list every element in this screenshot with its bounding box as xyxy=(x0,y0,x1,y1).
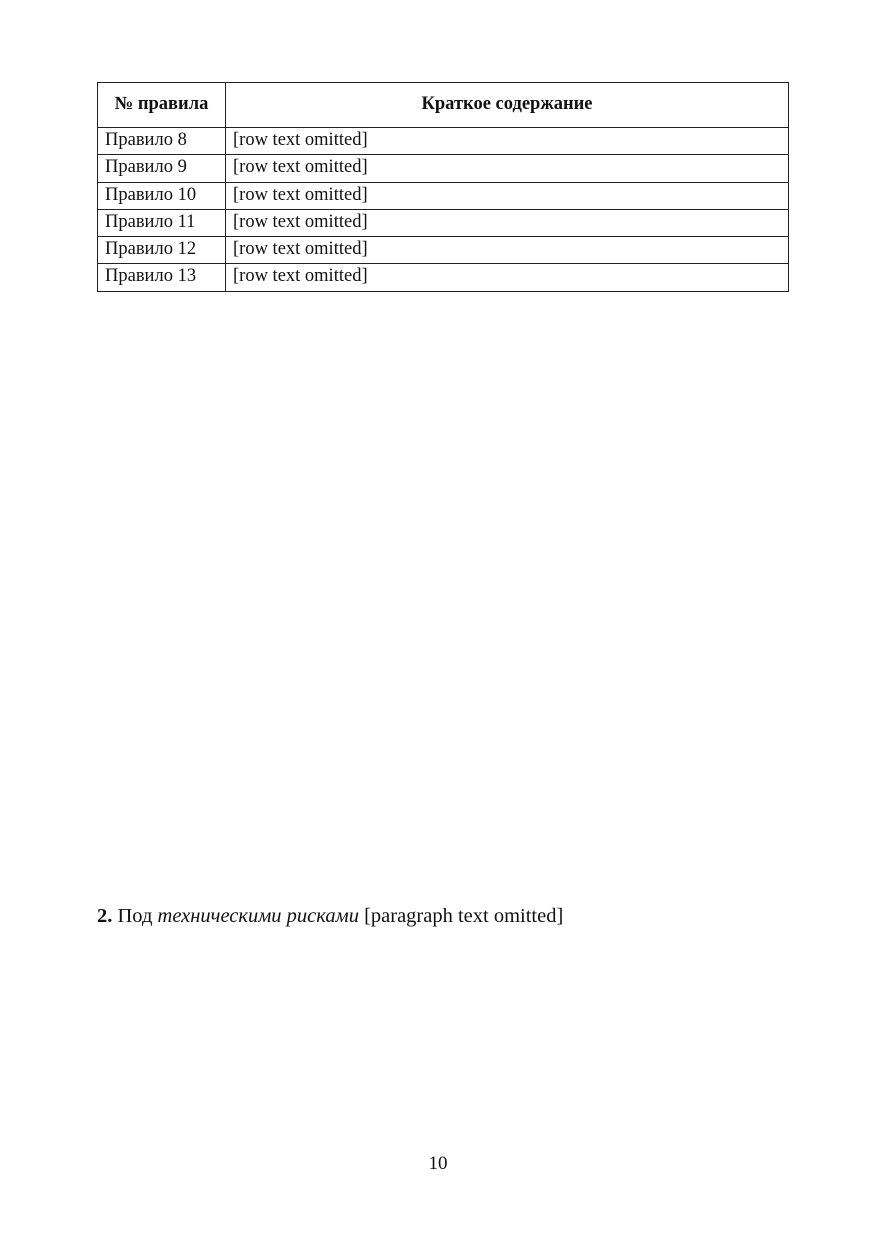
table-row xyxy=(98,182,789,209)
header-summary: Краткое содержание xyxy=(226,83,789,128)
table-row xyxy=(98,237,789,264)
rule-number: Правило 8 xyxy=(98,128,226,155)
rule-text: [row text omitted] xyxy=(226,182,789,209)
rules-table xyxy=(97,82,789,292)
section-marker: 2. xyxy=(97,905,113,927)
rule-number: Правило 12 xyxy=(98,237,226,264)
rule-text: [row text omitted] xyxy=(226,237,789,264)
rule-number: Правило 9 xyxy=(98,155,226,182)
rule-text: [row text omitted] xyxy=(226,264,789,291)
paragraph-lead: Под xyxy=(112,905,158,927)
table-header-row xyxy=(98,83,789,128)
rule-text: [row text omitted] xyxy=(226,128,789,155)
table-row xyxy=(98,264,789,291)
header-rule-number: № правила xyxy=(98,83,226,128)
table-row xyxy=(98,155,789,182)
rule-text: [row text omitted] xyxy=(226,155,789,182)
table-row xyxy=(98,128,789,155)
rule-number: Правило 11 xyxy=(98,209,226,236)
rule-number: Правило 13 xyxy=(98,264,226,291)
emphasized-term: техническими рисками xyxy=(157,905,359,927)
rule-text: [row text omitted] xyxy=(226,209,789,236)
body-paragraph xyxy=(97,902,781,931)
table-row xyxy=(98,209,789,236)
rule-number: Правило 10 xyxy=(98,182,226,209)
page-number: 10 xyxy=(428,1153,448,1174)
paragraph-body: [paragraph text omitted] xyxy=(358,905,564,927)
